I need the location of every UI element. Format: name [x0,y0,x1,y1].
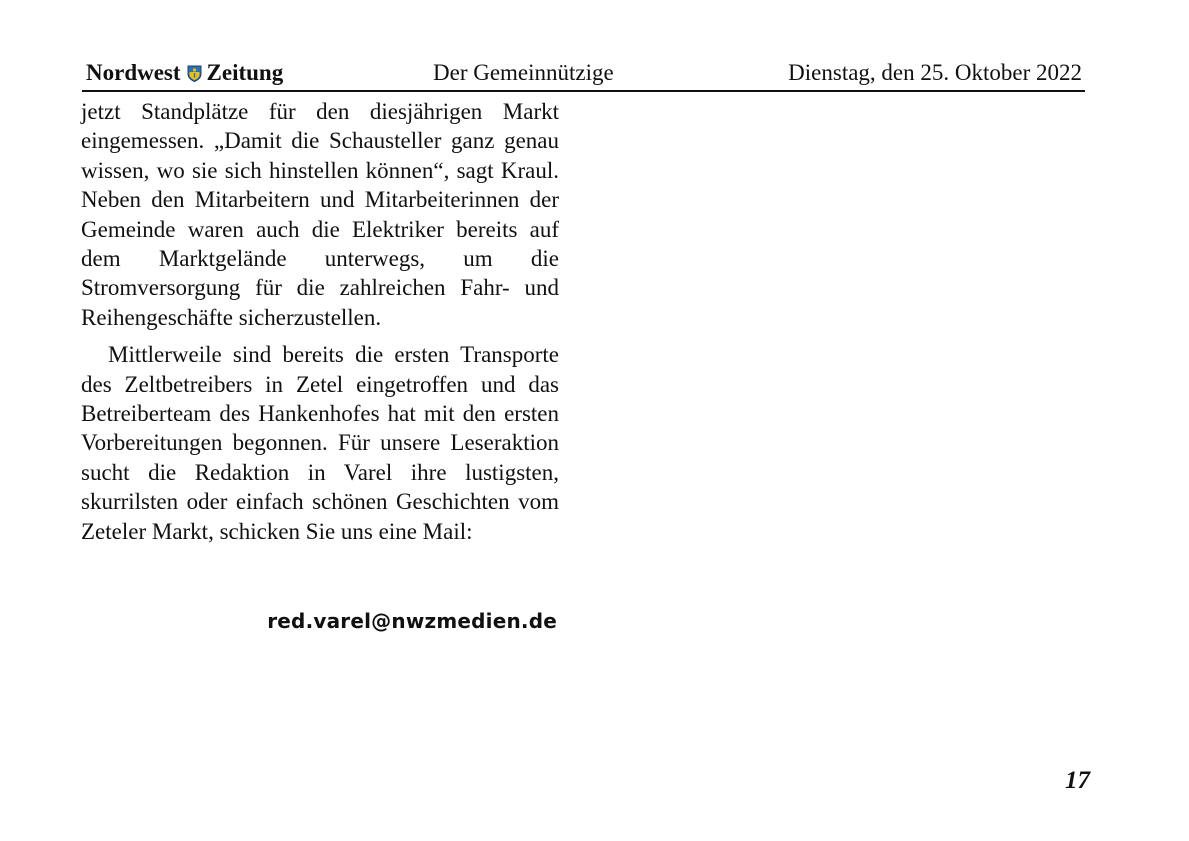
page-header [82,58,1085,92]
contact-email: red.varel@nwzmedien.de [267,609,557,633]
article-paragraph: jetzt Standplätze für den diesjährigen Markt eingemessen. „Damit die Schausteller ganz genau wissen, wo sie sich hinstellen können“, sagt Kraul. Neben den Mitarbeitern und Mitarbeiterinnen der Gemeinde waren auch die Elektriker bereits auf dem Marktgelände unterwegs, um die Stromversorgung für die zahlreichen Fahr- und Reihengeschäfte sicherzustellen. [81,99,559,330]
masthead-right-text: Zeitung [206,60,284,85]
newspaper-masthead [86,60,283,86]
coat-of-arms-icon [187,65,202,82]
page-number: 17 [1065,767,1090,794]
article-paragraph: Mittlerweile sind bereits die ersten Transporte des Zeltbetreibers in Zetel eingetroffen und das Betreiberteam des Hankenhofes hat mit den ersten Vorbereitungen begonnen. Für unsere Leseraktion sucht die Redaktion in Varel ihre lustigsten, skurrilsten oder einfach schönen Geschichten vom Zeteler Markt, schicken Sie uns eine Mail: [81,342,559,544]
section-title: Der Gemeinnützige [433,60,614,85]
masthead-left-text: Nordwest [86,60,181,85]
article-column [81,97,559,546]
issue-date: Dienstag, den 25. Oktober 2022 [788,60,1082,85]
